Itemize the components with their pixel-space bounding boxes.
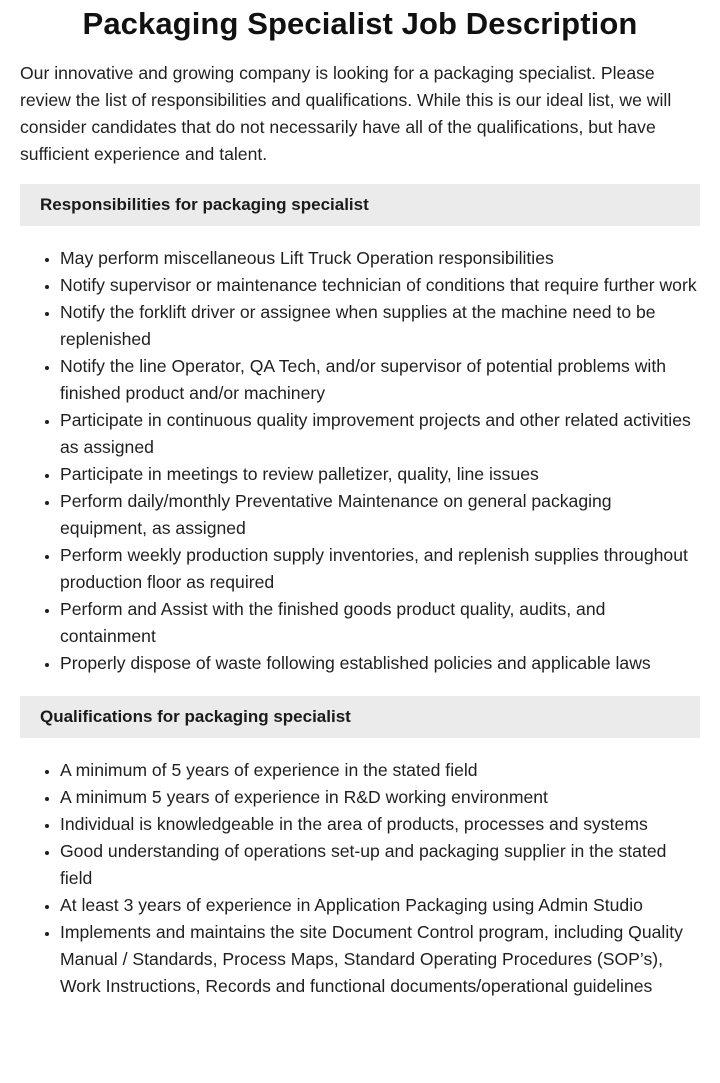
list-item: • Implements and maintains the site Document Control program, including Quality Manual / Standards, Process Maps, Standard Operating Procedures (SOP’s), Work Instructions, Records and functional documents/operational guidelines <box>60 919 700 1000</box>
list-item: • Notify supervisor or maintenance technician of conditions that require further work <box>60 272 700 299</box>
list-item: • May perform miscellaneous Lift Truck Operation responsibilities <box>60 245 700 272</box>
list-item: • Participate in meetings to review palletizer, quality, line issues <box>60 461 700 488</box>
list-item: • Perform weekly production supply inventories, and replenish supplies throughout production floor as required <box>60 542 700 596</box>
page-title: Packaging Specialist Job Description <box>82 6 638 41</box>
list-item: • Properly dispose of waste following established policies and applicable laws <box>60 650 700 677</box>
list-item: • Perform daily/monthly Preventative Maintenance on general packaging equipment, as assigned <box>60 488 700 542</box>
list-item: • Notify the forklift driver or assignee when supplies at the machine need to be replenished <box>60 299 700 353</box>
list-item: • A minimum of 5 years of experience in the stated field <box>60 757 700 784</box>
list-item: • Notify the line Operator, QA Tech, and/or supervisor of potential problems with finished product and/or machinery <box>60 353 700 407</box>
qualifications-list <box>20 757 700 1000</box>
list-item: • Good understanding of operations set-up and packaging supplier in the stated field <box>60 838 700 892</box>
responsibilities-heading: Responsibilities for packaging specialist <box>20 184 700 226</box>
list-item: • Perform and Assist with the finished goods product quality, audits, and containment <box>60 596 700 650</box>
list-item: • At least 3 years of experience in Application Packaging using Admin Studio <box>60 892 700 919</box>
intro-paragraph: Our innovative and growing company is looking for a packaging specialist. Please review the list of responsibilities and qualifications. While this is our ideal list, we will consider candidates that do not necessarily have all of the qualifications, but have sufficient experience and talent. <box>20 63 672 164</box>
qualifications-heading: Qualifications for packaging specialist <box>20 696 700 738</box>
list-item: • Participate in continuous quality improvement projects and other related activities as assigned <box>60 407 700 461</box>
list-item: • Individual is knowledgeable in the area of products, processes and systems <box>60 811 700 838</box>
responsibilities-list <box>20 245 700 677</box>
list-item: • A minimum 5 years of experience in R&D working environment <box>60 784 700 811</box>
